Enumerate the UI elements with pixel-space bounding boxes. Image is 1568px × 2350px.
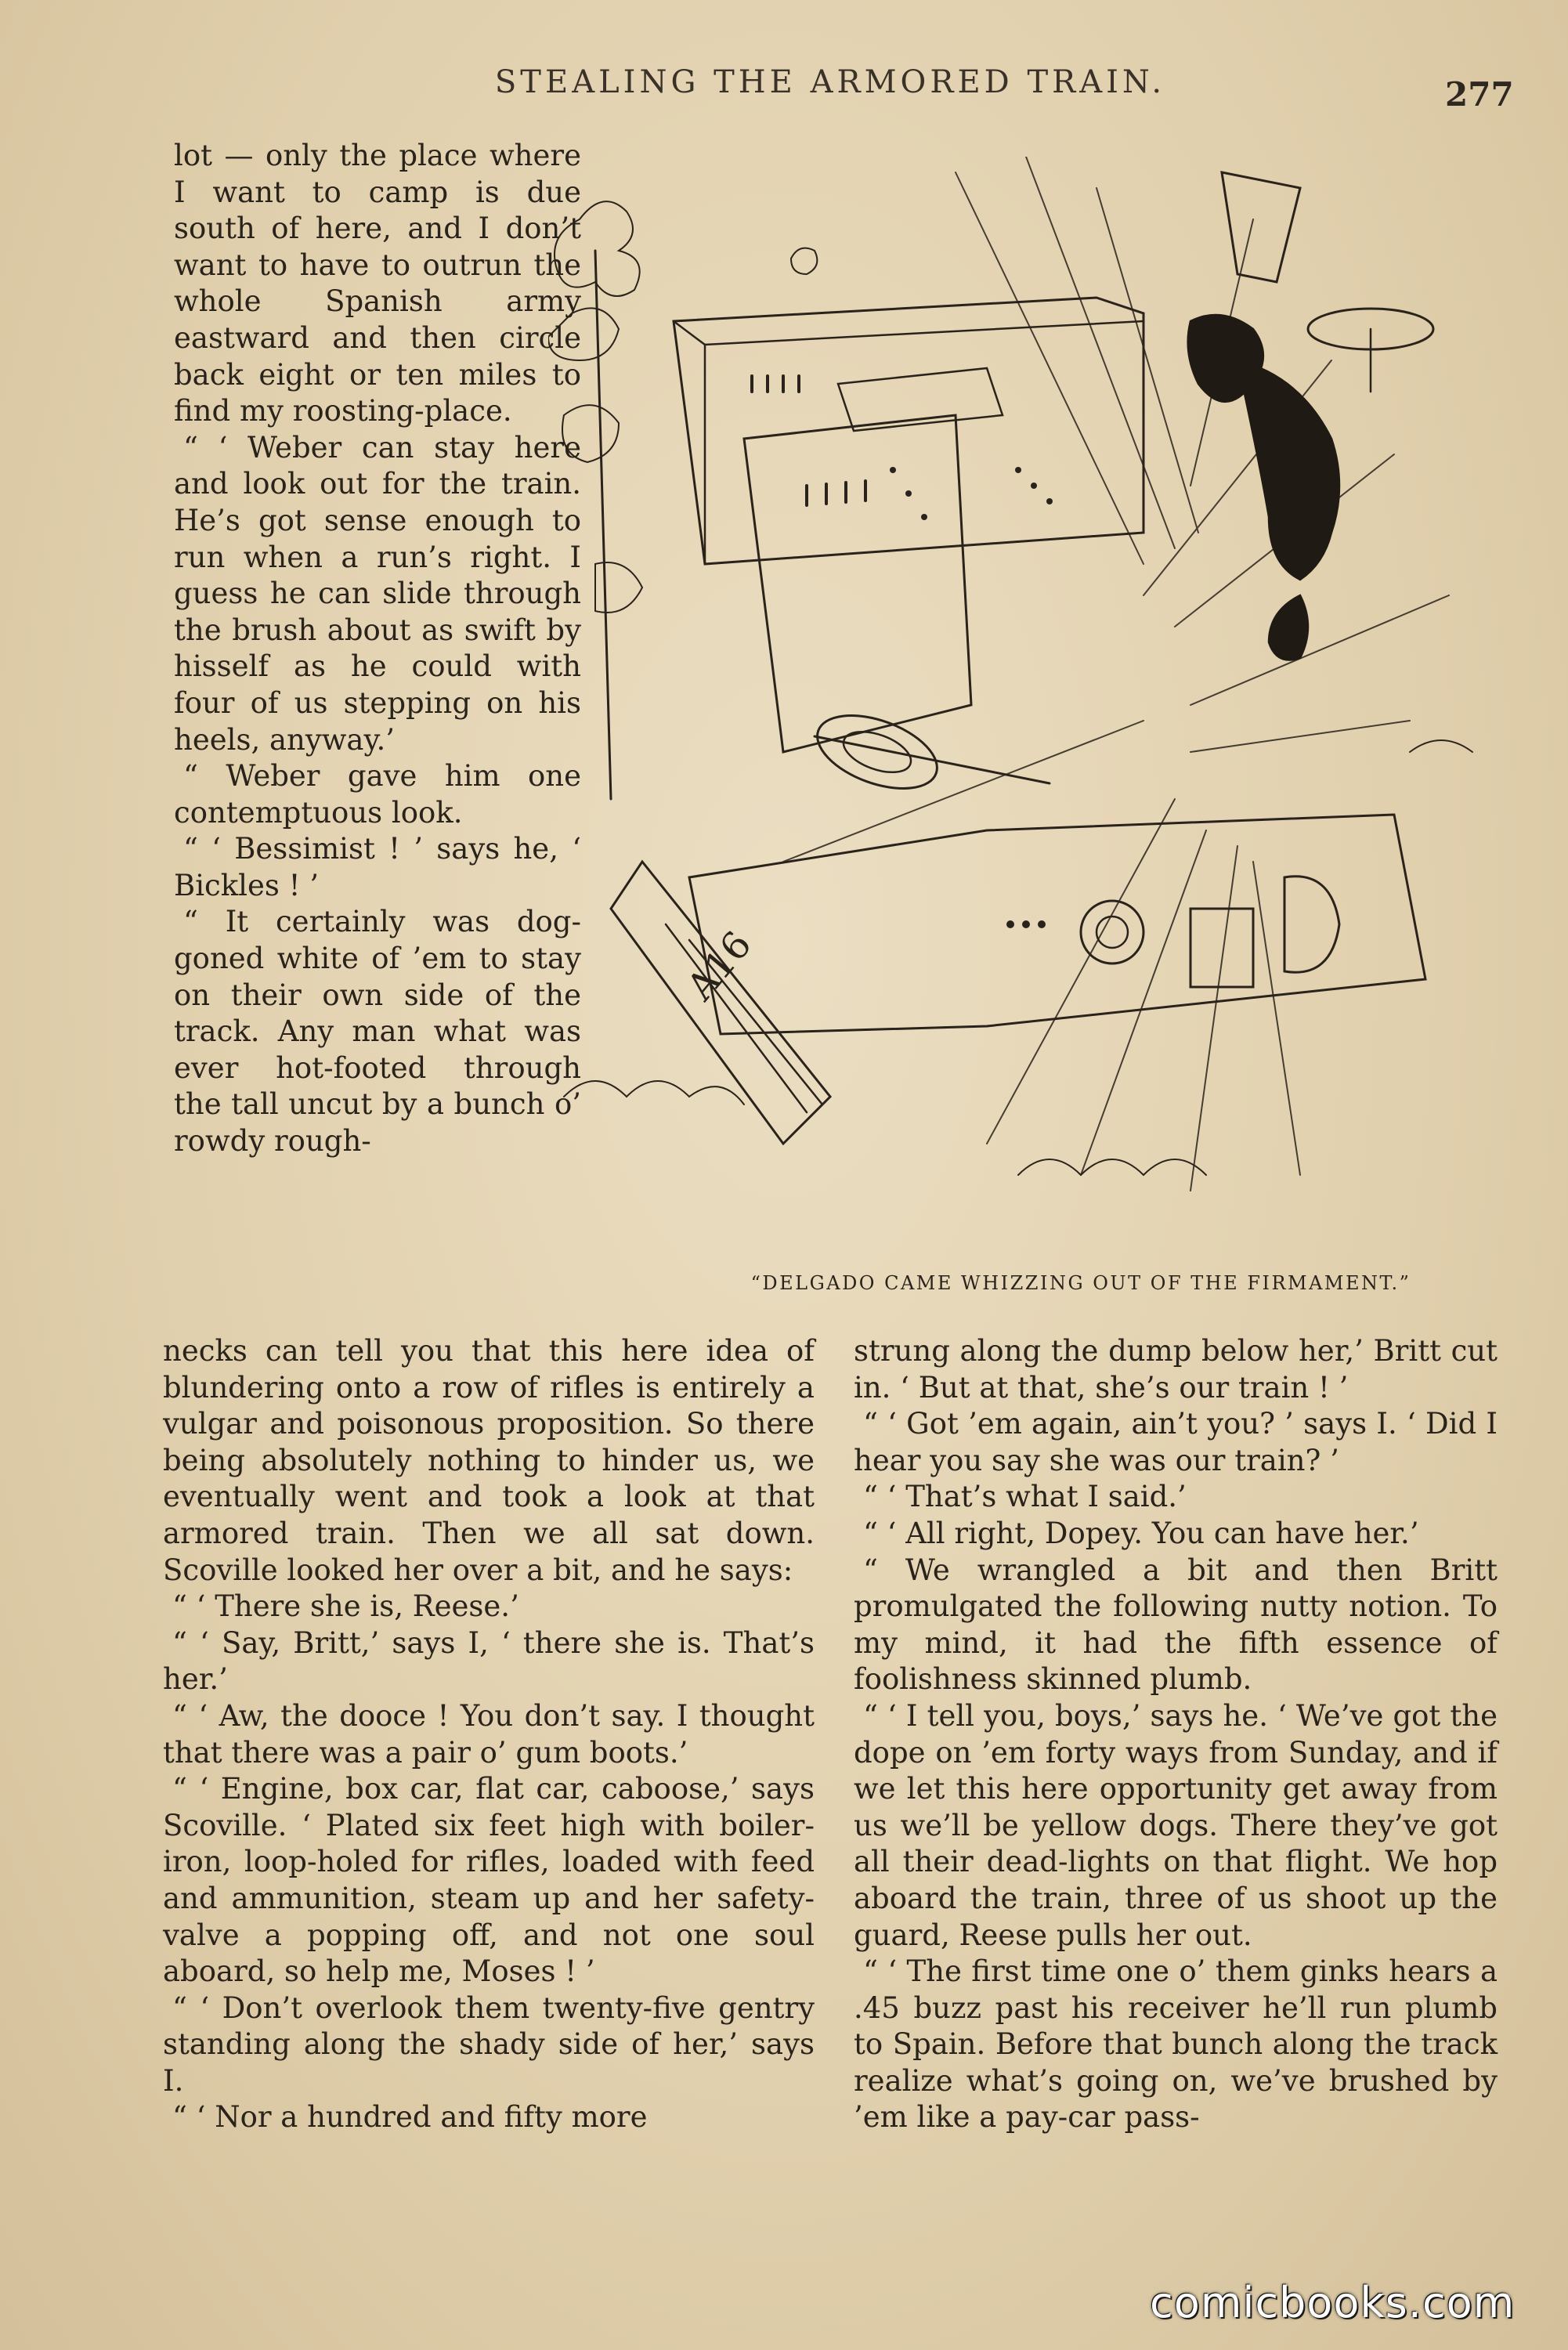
paragraph: “ It certainly was dog-goned white of ’em to stay on their own side of the track. Any man what was ever hot-footed through the tall uncut by a bunch o’ rowdy rough- <box>174 905 581 1159</box>
paragraph: “ ‘ Bessimist ! ’ says he, ‘ Bickles ! ’ <box>174 832 581 902</box>
paragraph: “ ‘ Say, Britt,’ says I, ‘ there she is. That’s her.’ <box>163 1625 815 1697</box>
paragraph: strung along the dump below her,’ Britt cut in. ‘ But at that, she’s our train ! ’ <box>854 1334 1498 1405</box>
paragraph: “ ‘ There she is, Reese.’ <box>172 1589 519 1624</box>
paragraph: “ ‘ Got ’em again, ain’t you? ’ says I. ‘ Did I hear you say she was our train? ’ <box>854 1407 1498 1477</box>
paragraph: “ We wrangled a bit and then Britt promulgated the following nutty notion. To my mind, it had the fifth essence of foolishness skinned plumb. <box>854 1553 1498 1697</box>
paragraph: “ ‘ Weber can stay here and look out for the train. He’s got sense enough to run when a run’s right. I guess he can slide through the brush about as swift by hisself as he could with four of us stepping on his heels, anyway.’ <box>174 430 581 757</box>
right-column <box>854 1333 1498 2136</box>
paragraph: “ Weber gave him one contemptuous look. <box>174 759 581 830</box>
paragraph: “ ‘ That’s what I said.’ <box>863 1480 1187 1514</box>
paragraph: “ ‘ Engine, box car, flat car, caboose,’ says Scoville. ‘ Plated six feet high with boiler-iron, loop-holed for rifles, loaded with feed and ammunition, steam up and her safety-valve a popping off, and not one soul aboard, so help me, Moses ! ’ <box>163 1772 815 1989</box>
illustration-caption: “DELGADO CAME WHIZZING OUT OF THE FIRMAMENT.” <box>750 1272 1411 1294</box>
paragraph: “ ‘ Nor a hundred and fifty more <box>172 2100 648 2135</box>
paragraph: “ ‘ Don’t overlook them twenty-five gentry standing along the shady side of her,’ says I. <box>163 1990 815 2098</box>
car-number-label: A16 <box>678 923 761 1009</box>
paragraph: “ ‘ Aw, the dooce ! You don’t say. I thought that there was a pair o’ gum boots.’ <box>163 1698 815 1770</box>
paragraph: “ ‘ All right, Dopey. You can have her.’ <box>863 1516 1419 1550</box>
left-column-bottom <box>163 1333 815 2136</box>
paragraph: necks can tell you that this here idea of blundering onto a row of rifles is entirely a vulgar and poisonous proposition. So there being absolutely nothing to hinder us, we eventually went and took a look at that armored train. Then we all sat down. Scoville looked her over a bit, and he says: <box>163 1334 815 1587</box>
running-head-title: STEALING THE ARMORED TRAIN. <box>494 64 1166 100</box>
armored-train-illustration <box>548 157 1504 1253</box>
paragraph: lot — only the place where I want to camp is due south of here, and I don’t want to have to outrun the whole Spanish army eastward and then circle back eight or ten miles to find my roosting-place. <box>174 139 581 428</box>
site-watermark: comicbooks.com <box>1150 2278 1516 2327</box>
paragraph: “ ‘ The first time one o’ them ginks hears a .45 buzz past his receiver he’ll run plumb to Spain. Before that bunch along the track realize what’s going on, we’ve brushed by ’em like a pay-car pass- <box>854 1954 1498 2135</box>
paragraph: “ ‘ I tell you, boys,’ says he. ‘ We’ve got the dope on ’em forty ways from Sunday, and if we let this here opportunity get away from us we’ll be yellow dogs. There they’ve got all their dead-lights on that flight. We hop aboard the train, three of us shoot up the guard, Reese pulls her out. <box>854 1698 1498 1952</box>
page-number: 277 <box>1445 75 1514 114</box>
left-column-top <box>174 138 581 1160</box>
